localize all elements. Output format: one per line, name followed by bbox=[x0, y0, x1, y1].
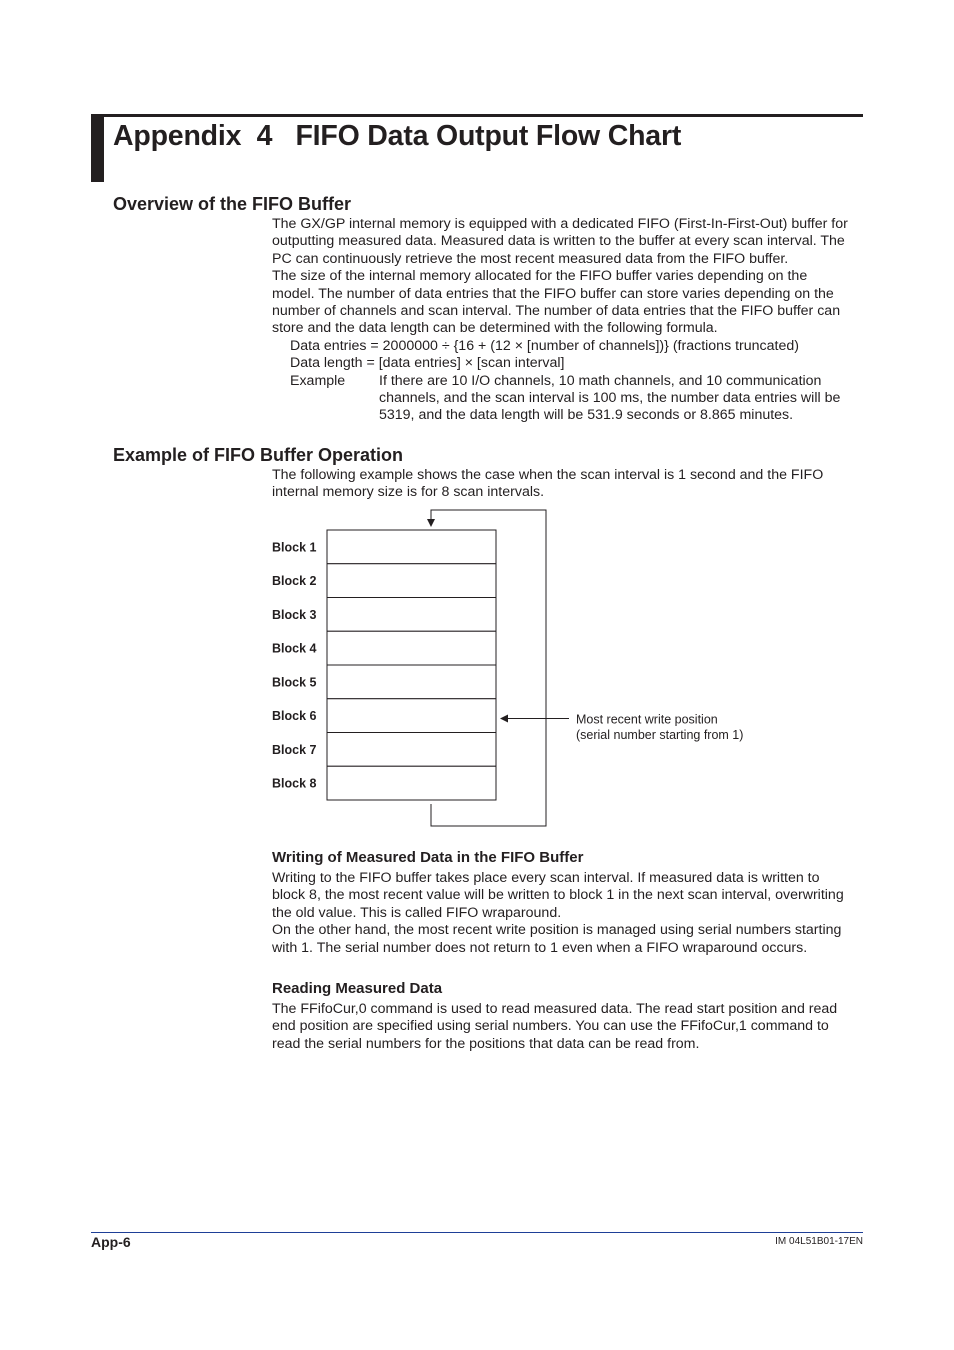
block-cell-4 bbox=[327, 631, 496, 665]
title-accent-bar bbox=[91, 114, 104, 182]
document-id: IM 04L51B01-17EN bbox=[775, 1236, 863, 1247]
overview-heading: Overview of the FIFO Buffer bbox=[113, 194, 352, 214]
block-label-5: Block 5 bbox=[272, 675, 317, 690]
block-label-6: Block 6 bbox=[272, 709, 317, 724]
write-position-note-line2: (serial number starting from 1) bbox=[576, 728, 744, 742]
reading-heading: Reading Measured Data bbox=[272, 980, 443, 997]
paragraph-line: The GX/GP internal memory is equipped with a dedicated FIFO (First-In-First-Out) buffer for bbox=[272, 216, 848, 232]
example-label: Example bbox=[290, 372, 346, 389]
example-body bbox=[272, 467, 862, 502]
paragraph-line: store and the data length can be determined with the following formula. bbox=[272, 320, 718, 337]
example-row bbox=[272, 373, 862, 425]
paragraph-line: internal memory size is for 8 scan intervals. bbox=[272, 484, 545, 501]
block-cell-6 bbox=[327, 699, 496, 733]
example-heading: Example of FIFO Buffer Operation bbox=[113, 445, 404, 465]
paragraph-line: outputting measured data. Measured data is written to the buffer at every scan interval. The bbox=[272, 233, 845, 250]
block-labels bbox=[272, 541, 317, 791]
block-cell-3 bbox=[327, 598, 496, 632]
formula-data-length: Data length = [data entries] × [scan interval] bbox=[290, 355, 565, 372]
example-line: channels, and the scan interval is 100 ms, the number data entries will be bbox=[379, 390, 841, 407]
block-label-7: Block 7 bbox=[272, 743, 317, 757]
block-label-1: Block 1 bbox=[272, 540, 317, 555]
fifo-buffer-diagram bbox=[260, 500, 780, 835]
example-line: 5319, and the data length will be 531.9 seconds or 8.865 minutes. bbox=[379, 407, 794, 424]
paragraph-line: On the other hand, the most recent write position is managed using serial numbers starting bbox=[272, 922, 842, 939]
block-cell-8 bbox=[327, 766, 496, 800]
paragraph-line: The size of the internal memory allocated for the FIFO buffer varies depending on the bbox=[272, 268, 808, 285]
block-label-4: Block 4 bbox=[272, 641, 317, 656]
block-label-8: Block 8 bbox=[272, 776, 317, 791]
page-number: App-6 bbox=[91, 1234, 131, 1250]
title-rule bbox=[104, 114, 863, 117]
writing-heading: Writing of Measured Data in the FIFO Buffer bbox=[272, 849, 584, 866]
paragraph-line: The FFifoCur,0 command is used to read measured data. The read start position and read bbox=[272, 1001, 838, 1017]
block-cell-5 bbox=[327, 665, 496, 699]
paragraph-line: read the serial numbers for the positions that data can be read from. bbox=[272, 1035, 700, 1052]
paragraph-line: block 8, the most recent value will be written to block 1 in the next scan interval, overwriting bbox=[272, 887, 844, 904]
write-position-note-line1: Most recent write position bbox=[576, 712, 718, 727]
example-line: If there are 10 I/O channels, 10 math channels, and 10 communication bbox=[379, 372, 822, 389]
block-cell-1 bbox=[327, 530, 496, 564]
paragraph-line: PC can continuously retrieve the most recent measured data from the FIFO buffer. bbox=[272, 250, 789, 267]
paragraph-line: The following example shows the case when the scan interval is 1 second and the FIFO bbox=[272, 467, 824, 483]
writing-body bbox=[272, 870, 862, 957]
block-cell-2 bbox=[327, 564, 496, 598]
formula-data-entries: Data entries = 2000000 ÷ {16 + (12 × [number of channels])} (fractions truncated) bbox=[290, 337, 799, 354]
paragraph-line: Writing to the FIFO buffer takes place every scan interval. If measured data is written to bbox=[272, 870, 820, 886]
example-text bbox=[379, 373, 862, 425]
paragraph-line: model. The number of data entries that the FIFO buffer can store varies depending on the bbox=[272, 285, 834, 302]
paragraph-line: with 1. The serial number does not return to 1 even when a FIFO wraparound occurs. bbox=[272, 939, 808, 956]
reading-body bbox=[272, 1001, 862, 1053]
paragraph-line: number of channels and scan interval. The number of data entries that the FIFO buffer can bbox=[272, 303, 841, 320]
page-title: Appendix 4 FIFO Data Output Flow Chart bbox=[113, 120, 682, 152]
block-label-3: Block 3 bbox=[272, 608, 317, 622]
block-stack bbox=[327, 530, 496, 800]
block-cell-7 bbox=[327, 733, 496, 767]
block-label-2: Block 2 bbox=[272, 574, 317, 589]
fifo-diagram-svg bbox=[260, 500, 780, 835]
paragraph-line: end position are specified using serial numbers. You can use the FFifoCur,1 command to bbox=[272, 1018, 829, 1035]
overview-body bbox=[272, 216, 862, 425]
paragraph-line: the old value. This is called FIFO wraparound. bbox=[272, 904, 562, 921]
footer-rule bbox=[91, 1232, 863, 1233]
